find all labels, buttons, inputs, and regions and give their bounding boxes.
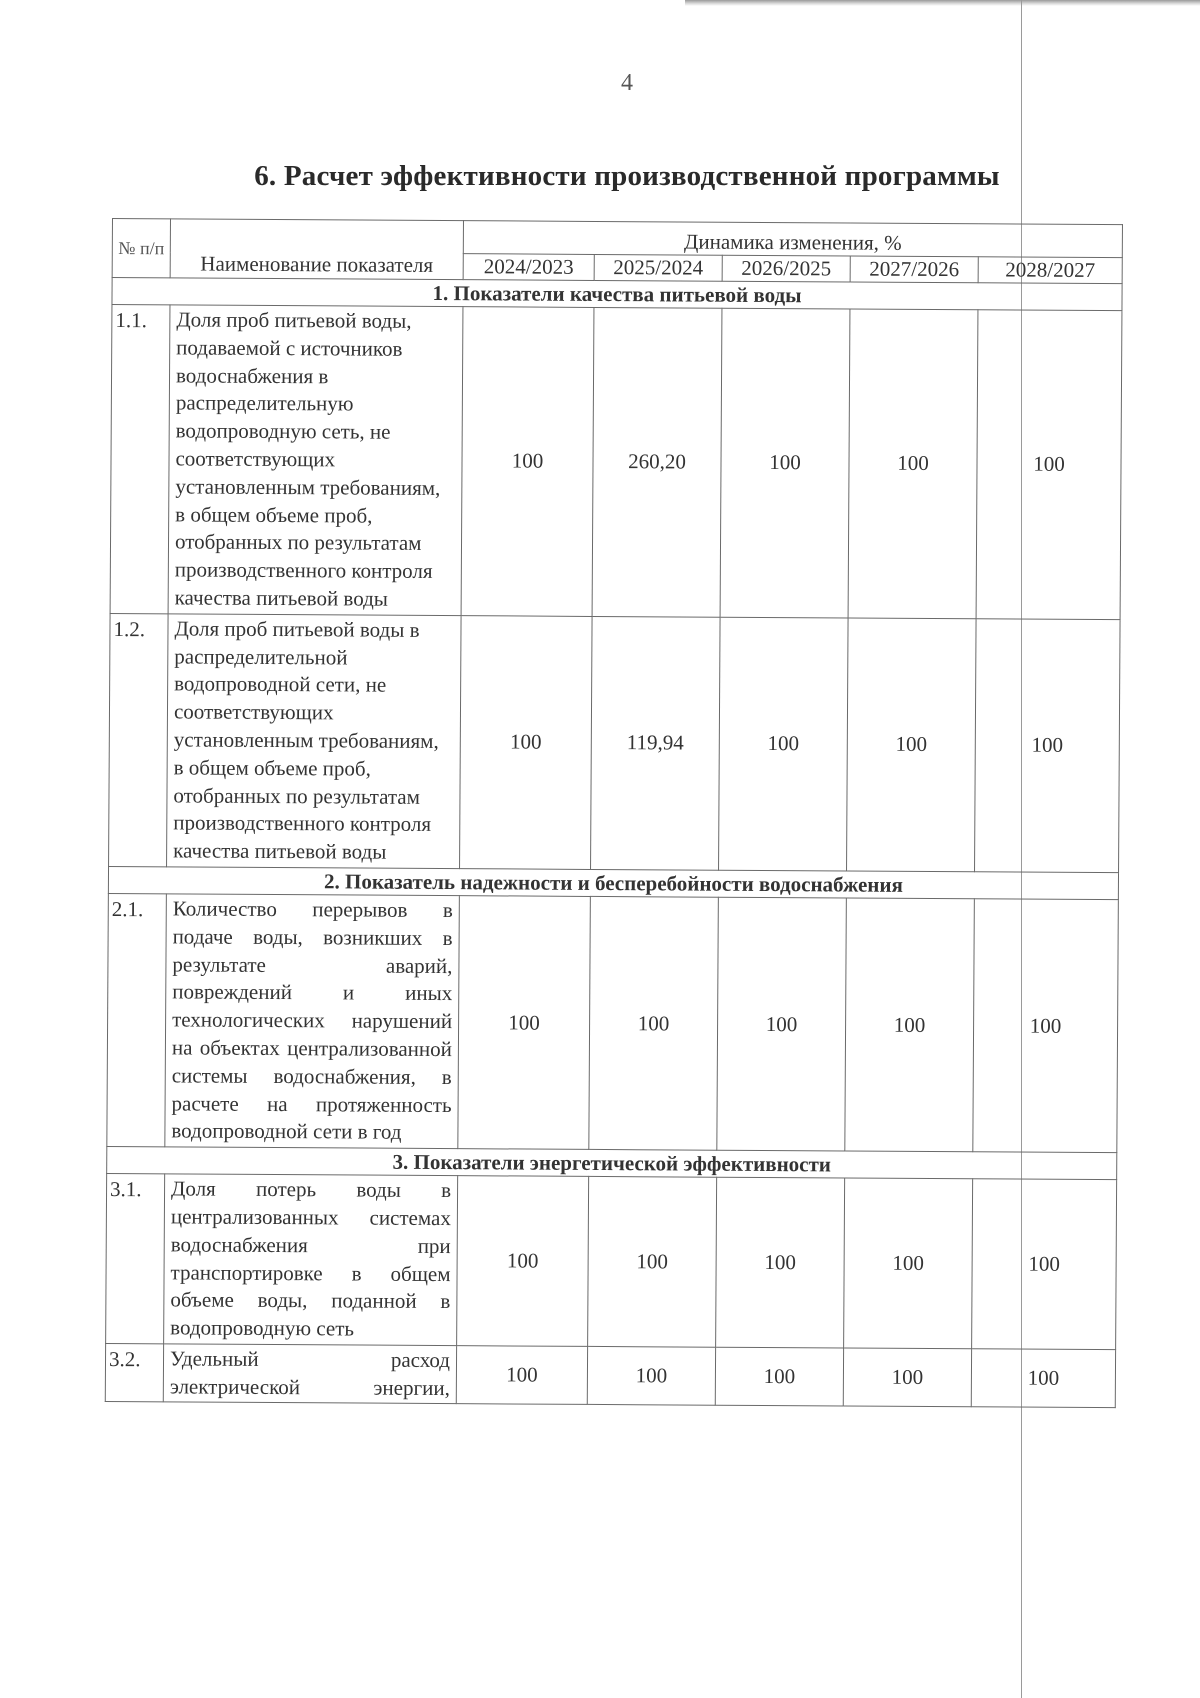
row-value: 100 <box>975 619 1121 873</box>
header-number: № п/п <box>112 219 170 278</box>
row-value: 100 <box>456 1346 587 1405</box>
header-name: Наименование показателя <box>170 219 463 280</box>
row-value: 100 <box>847 618 977 872</box>
row-value: 100 <box>973 899 1119 1153</box>
row-value: 100 <box>976 310 1122 620</box>
row-number: 3.2. <box>105 1343 163 1402</box>
document-title: 6. Расчет эффективности производственной программы <box>254 160 1000 192</box>
scan-edge-shadow <box>685 0 1200 6</box>
header-dynamics: Динамика изменения, % <box>463 221 1122 258</box>
row-name: Количество перерывов в подаче воды, возникших в результате аварий, повреждений и иных технологических нарушений на объектах централизованной системы водоснабжения, в расчете на протяженность водопроводной сети в год <box>165 894 460 1149</box>
table-row <box>110 305 1122 620</box>
header-year-2: 2025/2024 <box>594 254 722 281</box>
row-value: 100 <box>844 1178 973 1349</box>
header-year-1: 2024/2023 <box>463 254 594 281</box>
row-value: 260,20 <box>592 307 722 617</box>
section-title: 1. Показатели качества питьевой воды <box>112 278 1122 311</box>
row-number: 2.1. <box>107 893 167 1147</box>
row-value: 100 <box>971 1349 1115 1408</box>
header-year-4: 2027/2026 <box>850 256 978 283</box>
row-name: Удельный расход электрической энергии, <box>163 1344 456 1404</box>
row-value: 100 <box>845 898 975 1152</box>
row-name: Доля проб питьевой воды в распределительной водопроводной сети, не соответствующих установленным требованиям, в общем объеме проб, отобранных по результатам производственного контроля качества питьевой воды <box>167 614 462 869</box>
row-value: 100 <box>587 1346 715 1405</box>
section-title: 2. Показатель надежности и бесперебойности водоснабжения <box>108 866 1118 899</box>
row-name: Доля проб питьевой воды, подаваемой с источников водоснабжения в распределительную водопроводную сеть, не соответствующих установленным требованиям, в общем объеме проб, отобранных по результатам производственного контроля качества питьевой воды <box>168 305 463 616</box>
header-year-3: 2026/2025 <box>722 255 850 282</box>
row-value: 100 <box>589 896 719 1150</box>
row-value: 100 <box>461 307 594 617</box>
row-value: 100 <box>848 309 978 619</box>
table-row <box>106 1174 1117 1350</box>
table-row <box>105 1343 1115 1408</box>
row-value: 100 <box>972 1179 1117 1350</box>
row-number: 1.2. <box>109 613 169 867</box>
row-value: 100 <box>717 897 847 1151</box>
row-number: 1.1. <box>110 305 170 614</box>
row-value: 100 <box>843 1348 971 1407</box>
row-number: 3.1. <box>106 1174 165 1344</box>
row-value: 100 <box>716 1177 845 1348</box>
row-name: Доля потерь воды в централизованных системах водоснабжения при транспортировке в общем объеме воды, поданной в водопроводную сеть <box>164 1174 458 1346</box>
row-value: 100 <box>719 617 849 871</box>
row-value: 119,94 <box>591 616 721 870</box>
row-value: 100 <box>720 308 850 618</box>
section-title: 3. Показатели энергетической эффективности <box>107 1147 1117 1180</box>
row-value: 100 <box>458 896 591 1150</box>
row-value: 100 <box>457 1176 589 1347</box>
efficiency-table <box>105 218 1123 1409</box>
table-row <box>109 613 1121 872</box>
row-value: 100 <box>715 1347 843 1406</box>
row-value: 100 <box>588 1177 717 1348</box>
table-row <box>107 893 1119 1152</box>
row-value: 100 <box>460 615 593 869</box>
header-year-5: 2028/2027 <box>978 257 1122 284</box>
page-number: 4 <box>621 70 633 96</box>
